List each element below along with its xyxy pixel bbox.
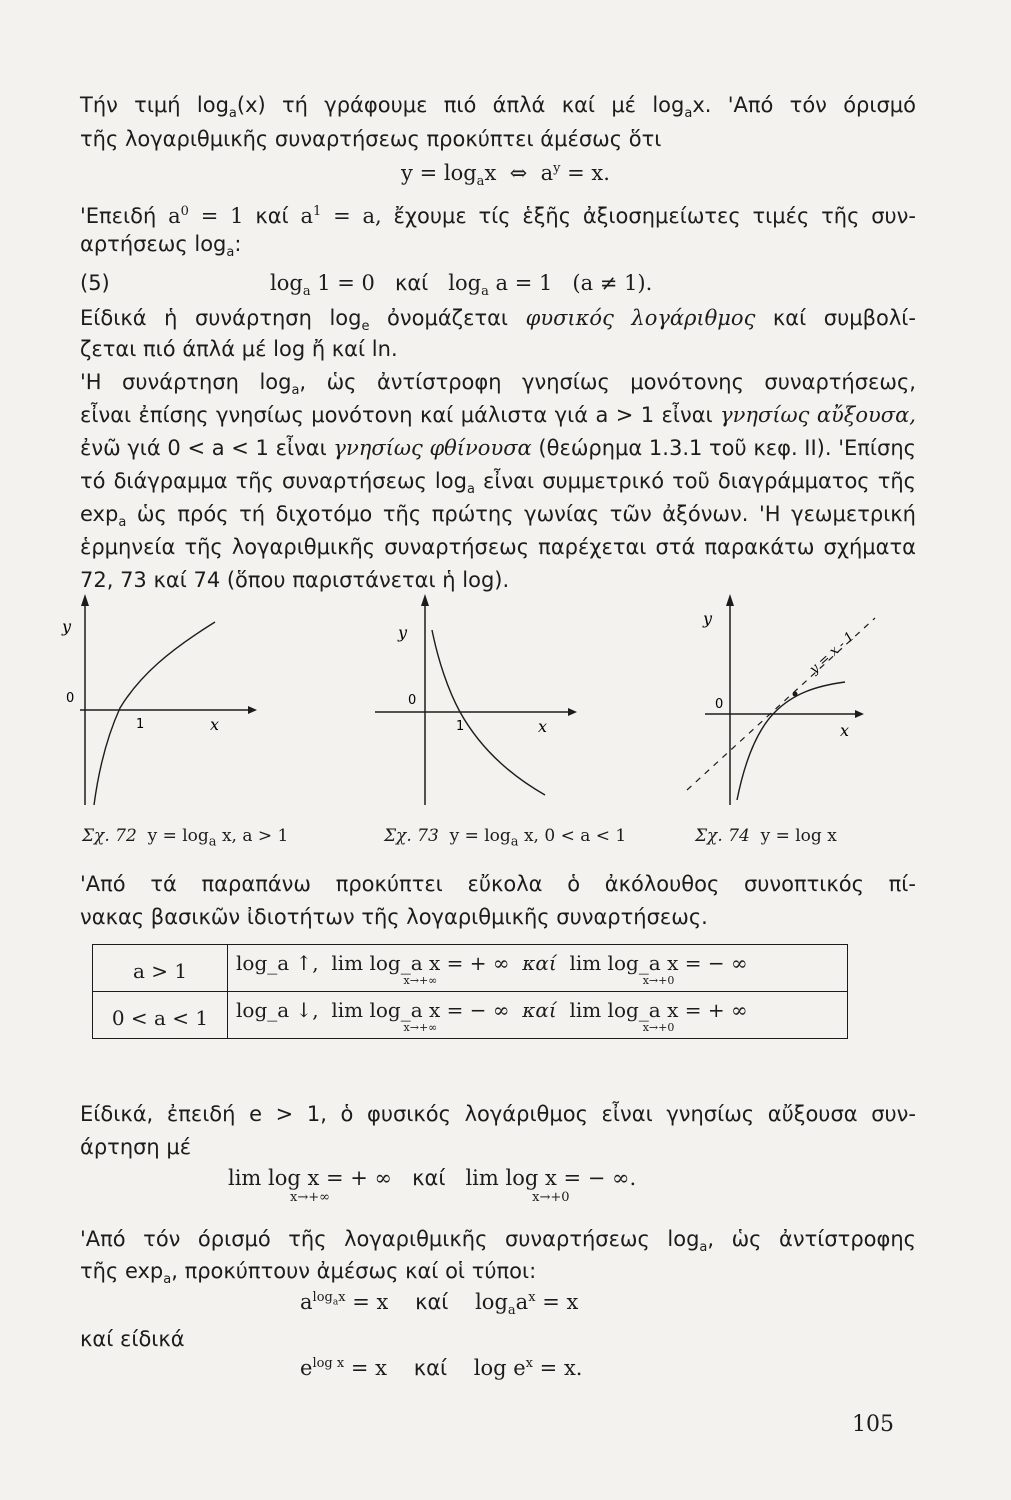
- para6-line1: Είδικά, ἐπειδή e > 1, ὁ φυσικός λογάριθμος εἶναι γνησίως αὔξουσα συν-: [80, 1102, 916, 1126]
- figure-74-plot: [675, 590, 890, 815]
- para2-line2: αρτήσεως $\log_a$:: [80, 232, 242, 261]
- para6-line2: άρτηση μέ: [80, 1135, 192, 1159]
- para7-line2: τῆς $\exp_a$, προκύπτουν ἀμέσως καί οἱ τύποι:: [80, 1259, 537, 1288]
- svg-text:x: x: [840, 721, 850, 740]
- svg-text:x: x: [210, 715, 220, 734]
- para1-line2: τῆς λογαριθμικῆς συναρτήσεως προκύπτει άμέσως ὅτι: [80, 127, 662, 151]
- kai-eidika: καί είδικά: [80, 1327, 185, 1351]
- svg-text:0: 0: [715, 697, 724, 712]
- para3-line1: Είδικά ἡ συνάρτηση $\log_e$ ὀνομάζεται φυσικός λογάριθμος καί συμβολί-: [80, 306, 916, 335]
- row1-properties: log_a ↑, lim log_a x = + ∞ x→+∞ καί lim log_a x = − ∞ x→+0: [228, 945, 848, 992]
- svg-text:0: 0: [408, 693, 417, 708]
- svg-text:1: 1: [136, 717, 145, 732]
- natural-log-limits: lim log x = + ∞ x→+∞ καί lim log x = − ∞. x→+0: [228, 1166, 637, 1205]
- equation-log-def: $y = \log_ax$ ⇔ $a^y = x$.: [401, 161, 610, 190]
- para4-line3: ἐνῶ γιά 0 < a < 1 εἶναι γνησίως φθίνουσα (θεώρημα 1.3.1 τοῦ κεφ. II). 'Επίσης: [80, 436, 916, 460]
- figure-72-plot: [50, 590, 265, 815]
- figure-72: [50, 590, 265, 815]
- figure-74: [675, 590, 890, 815]
- figure-73-plot: [370, 590, 585, 815]
- svg-text:x: x: [538, 717, 548, 736]
- para1-line1: Τήν τιμή $\log_a(x)$ τή γράφουμε πιό άπλά καί μέ $\log_ax$. 'Από τόν όρισμό: [80, 93, 916, 122]
- eq5-number: (5): [80, 271, 110, 295]
- para4-line6: ἑρμηνεία τῆς λογαριθμικῆς συναρτήσεως παρέχεται στά παρακάτω σχήματα: [80, 535, 916, 559]
- svg-text:y: y: [398, 623, 408, 642]
- inverse-formula-1: $a^{log_ax} = x$ καί $\log_aa^x = x$: [300, 1290, 579, 1319]
- para3-line2: ζεται πιό άπλά μέ log ἤ καί ln.: [80, 337, 398, 361]
- para7-line1: 'Από τόν όρισμό τῆς λογαριθμικῆς συναρτήσεως $\log_a$, ὡς ἀντίστροφης: [80, 1227, 916, 1256]
- svg-text:y = x - 1: y = x - 1: [806, 629, 858, 678]
- para5-line1: 'Από τά παραπάνω προκύπτει εὔκολα ὁ ἀκόλουθος συνοπτικός πί-: [80, 872, 916, 896]
- svg-text:y: y: [62, 617, 72, 636]
- para4-line1: 'Η συνάρτηση $\log_a$, ὡς ἀντίστροφη γνησίως μονότονης συναρτήσεως,: [80, 370, 916, 399]
- row1-condition: a > 1: [93, 945, 228, 992]
- para5-line2: νακας βασικῶν ἰδιοτήτων τῆς λογαριθμικῆς συναρτήσεως.: [80, 905, 708, 929]
- svg-text:y: y: [703, 609, 713, 628]
- figure-73: [370, 590, 585, 815]
- caption-72: Σχ. 72 $y = \log_a x$, a > 1: [82, 826, 289, 850]
- caption-74: Σχ. 74 y = log x: [695, 826, 837, 846]
- row2-properties: log_a ↓, lim log_a x = − ∞ x→+∞ καί lim log_a x = + ∞ x→+0: [228, 992, 848, 1039]
- row2-condition: 0 < a < 1: [93, 992, 228, 1039]
- svg-text:0: 0: [66, 691, 75, 706]
- caption-73: Σχ. 73 $y = \log_a x$, 0 < a < 1: [384, 826, 627, 850]
- inverse-formula-2: $e^{log x} = x$ καί $\log e^x = x$.: [300, 1356, 583, 1380]
- svg-text:1: 1: [456, 719, 465, 734]
- para2-line1: 'Επειδή $a^0 = 1$ καί $a^1 = a$, ἔχουμε τίς ἑξῆς ἀξιοσημείωτες τιμές τῆς συν-: [80, 204, 916, 228]
- table-row: [93, 992, 848, 1039]
- para4-line7: 72, 73 καί 74 (ὅπου παριστάνεται ἡ log).: [80, 568, 510, 592]
- table-row: [93, 945, 848, 992]
- para4-line4: τό διάγραμμα τῆς συναρτήσεως $\log_a$ εἶναι συμμετρικό τοῦ διαγράμματος τῆς: [80, 469, 916, 498]
- para4-line5: $\exp_a$ ὡς πρός τή διχοτόμο τῆς πρώτης γωνίας τῶν ἀξόνων. 'Η γεωμετρική: [80, 502, 916, 531]
- para4-line2: εἶναι ἐπίσης γνησίως μονότονη καί μάλιστα γιά a > 1 εἶναι γνησίως αὔξουσα,: [80, 403, 916, 427]
- page-number: 105: [852, 1412, 894, 1437]
- equation-5: (5) $\log_a 1 = 0$ καί $\log_a a = 1$ (a ≠ 1).: [80, 271, 653, 300]
- properties-table: [92, 944, 848, 1039]
